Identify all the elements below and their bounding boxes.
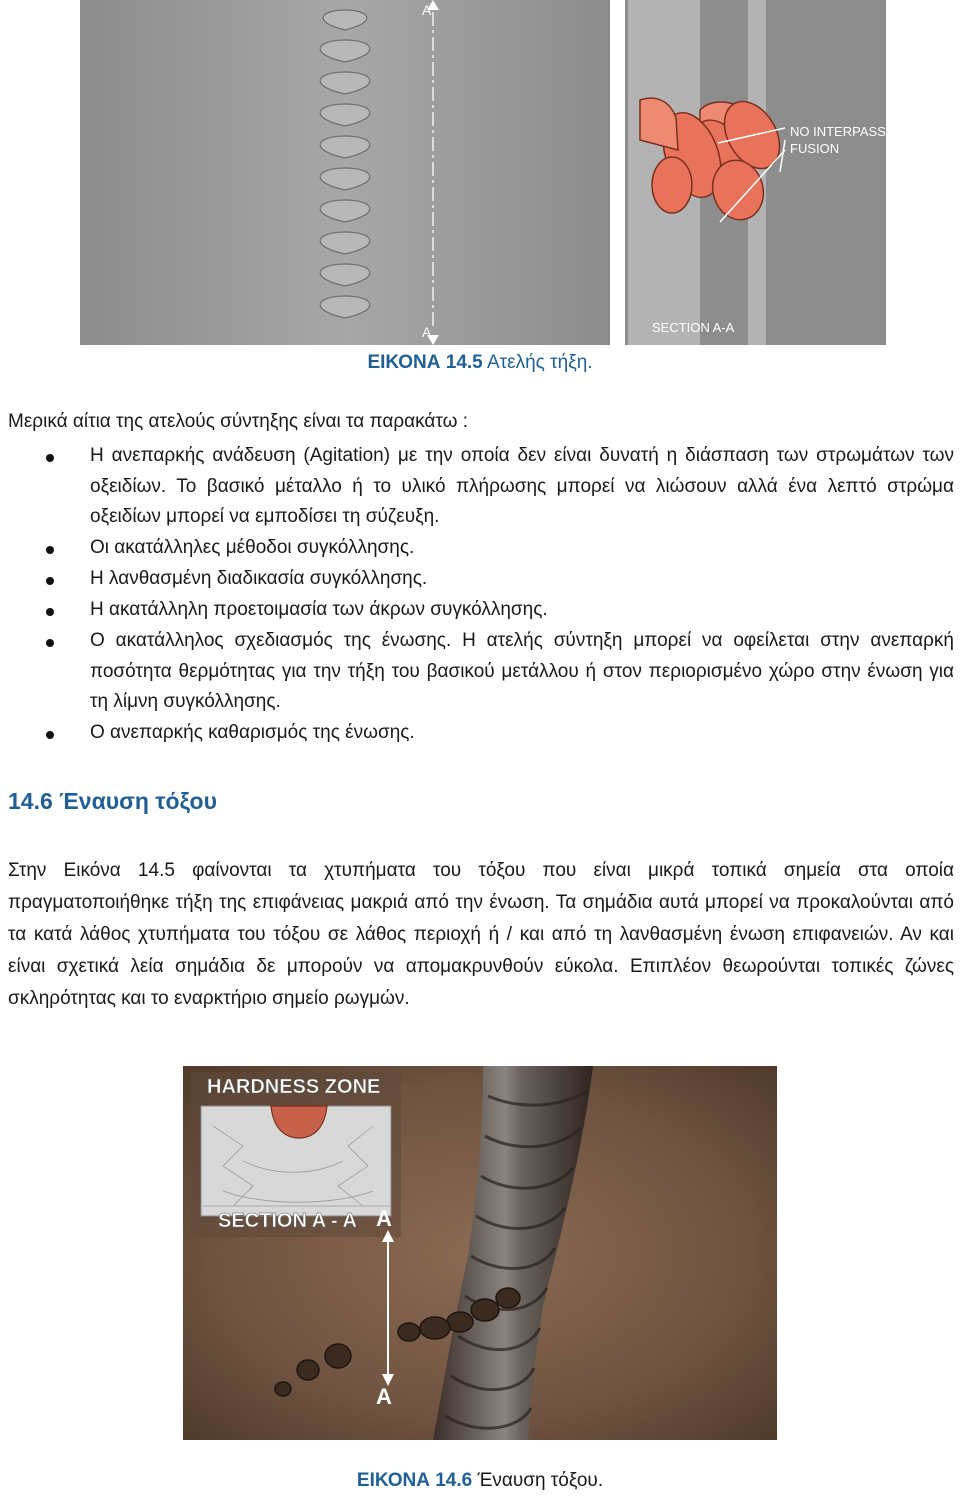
bullet-dot xyxy=(46,454,54,462)
list-item: Ο ανεπαρκής καθαρισμός της ένωσης. xyxy=(90,722,415,743)
incomplete-fusion-figure xyxy=(80,0,886,345)
bullet-dot xyxy=(46,608,54,616)
bullet-dot xyxy=(46,546,54,554)
list-item: Η λανθασμένη διαδικασία συγκόλλησης. xyxy=(90,568,428,589)
arc-strike-figure xyxy=(183,1066,777,1440)
list-item: Η ακατάλληλη προετοιμασία των άκρων συγκόλλησης. xyxy=(90,599,548,620)
bullet-dot xyxy=(46,577,54,585)
bullet-dot xyxy=(46,731,54,739)
list-item: Οι ακατάλληλες μέθοδοι συγκόλλησης. xyxy=(90,537,415,558)
caption-text: Ατελής τήξη. xyxy=(482,352,593,373)
caption-number: ΕΙΚΟΝΑ 14.6 xyxy=(356,1470,473,1491)
bullet-dot xyxy=(46,639,54,647)
marker-a-top: A xyxy=(422,2,432,18)
section-heading: 14.6 Έναυση τόξου xyxy=(8,788,217,814)
body-paragraph: Στην Εικόνα 14.5 φαίνονται τα χτυπήματα του τόξου που είναι μικρά τοπικά σημεία στα οποία πραγματοποιήθηκε τήξη της επιφάνειας μακριά από την ένωση. Τα σημάδια αυτά μπορεί να προκαλούνται από τα κατά λάθος χτυπήματα του τόξου σε λάθος περιοχή ή / και από τη λανθασμένη ένωση επιφανειών. Αν και είναι σχετικά λεία σημάδια δε μπορούν να απομακρυνθούν εύκολα. Επιπλέον θεωρούνται τοπικές ζώνες σκληρότητας και το εναρκτήριο σημείο ρωγμών. xyxy=(8,860,954,1009)
caption-text: Έναυση τόξου. xyxy=(472,1470,604,1491)
figure-caption-14-5 xyxy=(0,352,960,374)
intro-text: Μερικά αίτια της ατελούς σύντηξης είναι τα παρακάτω : xyxy=(8,411,468,432)
hardness-zone-label: HARDNESS ZONE xyxy=(207,1076,381,1098)
callout-line-2: FUSION xyxy=(790,141,840,156)
list-item: Ο ακατάλληλος σχεδιασμός της ένωσης. Η ατελής σύντηξη μπορεί να οφείλεται στην ανεπαρκή ποσότητα θερμότητας για την τήξη του βασικού μετάλλου ή στον περιορισμένο χώρο στην ένωση για τη λίμνη συγκόλλησης. xyxy=(90,630,954,712)
marker-a-bottom-photo: A xyxy=(376,1384,392,1409)
list-item: Η ανεπαρκής ανάδευση (Agitation) με την οποία δεν είναι δυνατή η διάσπαση των στρωμάτων των οξειδίων. Το βασικό μέταλλο ή το υλικό πλήρωσης μπορεί να λιώσουν αλλά ένα λεπτό στρώμα οξειδίων μπορεί να εμποδίσει τη σύζευξη. xyxy=(90,445,954,527)
callout-line-1: NO INTERPASS xyxy=(790,124,886,139)
caption-number: ΕΙΚΟΝΑ 14.5 xyxy=(367,352,483,373)
marker-a-top-photo: A xyxy=(376,1206,392,1231)
section-label: SECTION A-A xyxy=(652,320,735,335)
figure-caption-14-6 xyxy=(0,1470,960,1492)
marker-a-bottom: A xyxy=(422,324,432,340)
section-a-a-label: SECTION A - A xyxy=(218,1210,357,1232)
